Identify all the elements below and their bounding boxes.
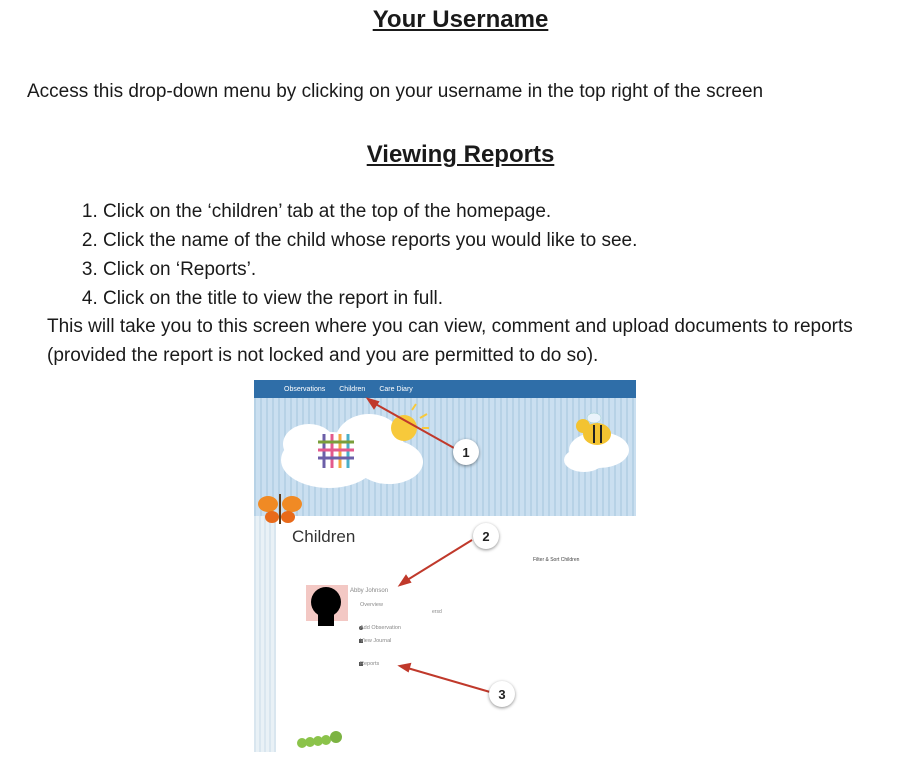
bee-icon bbox=[564, 413, 629, 472]
intro-paragraph: Access this drop-down menu by clicking on your username in the top right of the screen bbox=[27, 81, 764, 102]
nav-children[interactable]: Children bbox=[339, 385, 366, 393]
steps-list bbox=[75, 197, 883, 313]
step-item: 1. Click on the ‘children’ tab at the top of the homepage. bbox=[103, 197, 883, 226]
step-item: 4. Click on the title to view the report in full. bbox=[103, 284, 883, 313]
add-observation-menu-item[interactable]: Add Observation bbox=[360, 625, 401, 631]
viewing-reports-heading: Viewing Reports bbox=[366, 141, 555, 168]
child-name-dropdown[interactable]: Abby Johnson bbox=[350, 588, 389, 594]
view-journal-menu-item[interactable]: View Journal bbox=[360, 638, 392, 644]
overview-menu-item[interactable]: Overview bbox=[360, 602, 383, 608]
children-page-title: Children bbox=[292, 527, 356, 546]
step-item: 2. Click the name of the child whose reports you would like to see. bbox=[103, 226, 883, 255]
embedded-screenshot bbox=[254, 380, 636, 752]
caterpillar-icon bbox=[297, 731, 342, 748]
nav-care-diary[interactable]: Care Diary bbox=[379, 385, 413, 393]
filter-sort-link[interactable]: Filter & Sort Children bbox=[533, 557, 580, 563]
username-heading: Your Username bbox=[372, 6, 549, 33]
butterfly-icon bbox=[258, 494, 302, 524]
step-badge: 3 bbox=[489, 681, 515, 707]
step-badge: 2 bbox=[473, 523, 499, 549]
avatar bbox=[306, 585, 348, 626]
step-item: 3. Click on ‘Reports’. bbox=[103, 255, 883, 284]
nav-observations[interactable]: Observations bbox=[284, 385, 326, 393]
step-badge: 1 bbox=[453, 439, 479, 465]
after-paragraph: This will take you to this screen where you can view, comment and upload documents to reports (provided the report is not locked and you are permitted to do so). bbox=[47, 316, 853, 366]
partial-text: ersd bbox=[432, 609, 442, 615]
reports-menu-item[interactable]: Reports bbox=[360, 661, 380, 667]
